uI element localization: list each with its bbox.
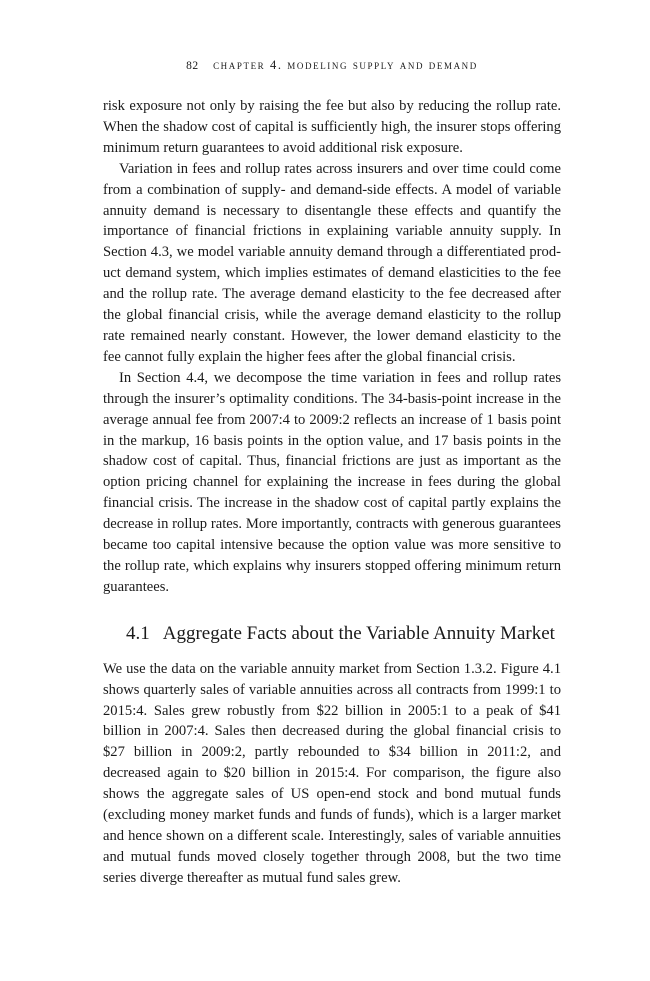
section-number: 4.1 [126,622,150,644]
section-title: Aggregate Facts about the Variable Annuity Market [162,622,555,644]
paragraph-section-body: We use the data on the variable annuity market from Section 1.3.2. Figure 4.1 shows quarterly sales of variable annuities across all contracts from 1999:1 to 2015:4. Sales grew robustly from $22 billion in 2005:1 to a peak of $41 billion in 2007:4. Sales then decreased during the global financial crisis to $27 billion in 2009:2, partly rebounded to $34 billion in 2011:2, and decreased again to $20 billion in 2015:4. For comparison, the figure also shows the aggregate sales of US open-end stock and bond mutual funds (excluding money market funds and funds of funds), which is a larger market and hence shown on a different scale. Interestingly, sales of variable annuities and mutual funds moved closely together through 2008, but the two time series diverge thereafter as mutual fund sales grew. [103,660,561,886]
chapter-title: chapter 4. modeling supply and demand [213,58,478,72]
paragraph-decomposition: In Section 4.4, we decompose the time variation in fees and rollup rates through the insurer’s optimality conditions. The 34-basis-point increase in the average annual fee from 2007:4 to 2009:2 reflects an increase of 1 basis point in the markup, 16 basis points in the option value, and 17 basis points in the shadow cost of capital. Thus, financial frictions are just as important as the option pricing channel for explaining the increase in fees during the global financial crisis. The increase in the shadow cost of capital partly explains the decrease in rollup rates. More importantly, contracts with generous guarantees became too capital intensive because the option value was more sensitive to the rollup rate, which explains why insurers stopped offering minimum return guarantees. [103,369,561,595]
paragraph-supply-demand: Variation in fees and rollup rates across insurers and over time could come from a combination of supply- and demand-side effects. A model of variable annuity demand is necessary to disentangle these effects and quantify the importance of financial frictions in explaining variable annuity supply. In Section 4.3, we model variable annuity demand through a differentiated product demand system, which implies estimates of demand elasticities to the fee and the rollup rate. The average demand elasticity to the fee decreased after the global financial crisis, while the average demand elasticity to the rollup rate remained nearly constant. However, the lower demand elasticity to the fee cannot fully explain the higher fees after the global financial crisis. [103,160,561,365]
page-content [103,58,561,889]
paragraph-continued: risk exposure not only by raising the fee but also by reducing the rollup rate. When the shadow cost of capital is sufficiently high, the insurer stops offering minimum return guarantees to avoid additional risk exposure. [103,98,561,156]
section-heading [126,622,561,646]
running-head [103,58,561,73]
page-number: 82 [186,60,199,72]
